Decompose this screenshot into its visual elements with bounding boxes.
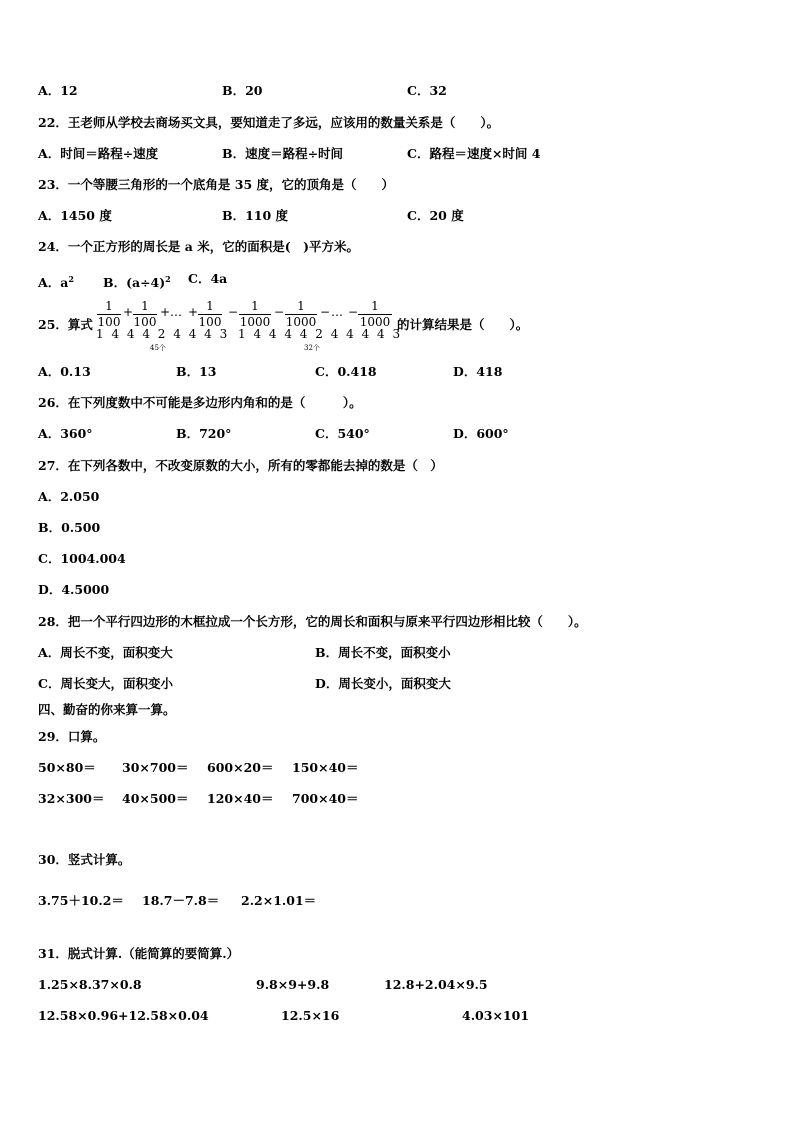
q24-option-a: A．$a^2$ bbox=[38, 274, 74, 290]
q21-option-b: B．20 bbox=[222, 83, 263, 98]
q22-option-b: B．速度＝路程÷时间 bbox=[222, 146, 344, 161]
q23-option-c: C．20 度 bbox=[407, 208, 464, 223]
q29-item: 30×700＝ bbox=[122, 760, 189, 775]
q25-minus-3: − bbox=[320, 305, 331, 319]
q25-plus-3: + bbox=[188, 305, 199, 319]
q27-option-d: D．4.5000 bbox=[38, 582, 110, 597]
q28-option-c: C．周长变大，面积变小 bbox=[38, 676, 173, 691]
q30-item: 18.7－7.8＝ bbox=[142, 893, 220, 908]
q22-option-a: A．时间＝路程÷速度 bbox=[38, 146, 159, 161]
q25-suffix: 的计算结果是（ ）。 bbox=[397, 317, 529, 332]
q21-option-c: C．32 bbox=[407, 83, 447, 98]
q25-minus-4: − bbox=[348, 305, 359, 319]
q26-option-b: B．720° bbox=[176, 426, 232, 441]
q31-item: 12.58×0.96+12.58×0.04 bbox=[38, 1008, 209, 1023]
q23-stem: 23．一个等腰三角形的一个底角是 35 度，它的顶角是（ ） bbox=[38, 177, 394, 192]
q29-stem: 29．口算。 bbox=[38, 729, 106, 744]
q25-fraction-4: 1 1000 bbox=[239, 299, 271, 329]
q25-fraction-5: 1 1000 bbox=[285, 299, 317, 329]
q25-count-1: 45个 bbox=[150, 344, 166, 352]
q28-stem: 28．把一个平行四边形的木框拉成一个长方形，它的周长和面积与原来平行四边形相比较（ ）。 bbox=[38, 614, 587, 629]
q29-item: 50×80＝ bbox=[38, 760, 96, 775]
q25-minus-1: − bbox=[228, 305, 239, 319]
q29-item: 32×300＝ bbox=[38, 791, 105, 806]
q29-item: 40×500＝ bbox=[122, 791, 189, 806]
q25-fraction-6: 1 1000 bbox=[359, 299, 391, 329]
q22-option-c: C．路程＝速度×时间 4 bbox=[407, 146, 541, 161]
q23-option-a: A．1450 度 bbox=[38, 208, 112, 223]
q25-ellipsis-2: … bbox=[331, 305, 343, 319]
q25-option-b: B．13 bbox=[176, 364, 217, 379]
q21-option-a: A．12 bbox=[38, 83, 78, 98]
q27-option-c: C．1004.004 bbox=[38, 551, 126, 566]
q24-option-b: B．$(a\div 4)^2$ bbox=[103, 274, 171, 290]
q29-item: 700×40＝ bbox=[292, 791, 359, 806]
q26-stem: 26．在下列度数中不可能是多边形内角和的是（ ）。 bbox=[38, 395, 362, 410]
q24-option-c: C．4a bbox=[188, 271, 228, 286]
q29-item: 120×40＝ bbox=[207, 791, 274, 806]
q26-option-c: C．540° bbox=[315, 426, 370, 441]
q23-option-b: B．110 度 bbox=[222, 208, 289, 223]
q31-item: 9.8×9+9.8 bbox=[256, 977, 330, 992]
q22-stem: 22．王老师从学校去商场买文具，要知道走了多远，应该用的数量关系是（ ）。 bbox=[38, 115, 500, 130]
q31-item: 1.25×8.37×0.8 bbox=[38, 977, 142, 992]
q25-fraction-3: 1 100 bbox=[198, 299, 222, 329]
q25-fraction-1: 1 100 bbox=[97, 299, 121, 329]
q29-item: 150×40＝ bbox=[292, 760, 359, 775]
q26-option-a: A．360° bbox=[38, 426, 93, 441]
q25-plus-2: + bbox=[160, 305, 171, 319]
q24-stem: 24．一个正方形的周长是 a 米，它的面积是( )平方米。 bbox=[38, 239, 360, 254]
q25-option-a: A．0.13 bbox=[38, 364, 91, 379]
section-4-heading: 四、勤奋的你来算一算。 bbox=[38, 702, 176, 717]
q28-option-a: A．周长不变，面积变大 bbox=[38, 645, 173, 660]
q27-option-b: B．0.500 bbox=[38, 520, 101, 535]
q25-fraction-2: 1 100 bbox=[133, 299, 157, 329]
q30-item: 2.2×1.01＝ bbox=[241, 893, 317, 908]
q30-stem: 30．竖式计算。 bbox=[38, 852, 131, 867]
q25-option-c: C．0.418 bbox=[315, 364, 377, 379]
q25-count-2: 32个 bbox=[304, 344, 320, 352]
q31-item: 12.5×16 bbox=[281, 1008, 340, 1023]
q25-label: 25．算式 bbox=[38, 317, 93, 332]
q31-item: 4.03×101 bbox=[462, 1008, 530, 1023]
q28-option-b: B．周长不变，面积变小 bbox=[315, 645, 451, 660]
q31-stem: 31．脱式计算.（能简算的要简算.） bbox=[38, 946, 240, 961]
q31-item: 12.8+2.04×9.5 bbox=[384, 977, 488, 992]
q25-ellipsis-1: … bbox=[170, 305, 182, 319]
q27-stem: 27．在下列各数中，不改变原数的大小，所有的零都能去掉的数是（ ） bbox=[38, 458, 443, 473]
q29-item: 600×20＝ bbox=[207, 760, 274, 775]
q30-item: 3.75＋10.2＝ bbox=[38, 893, 124, 908]
q25-option-d: D．418 bbox=[453, 364, 503, 379]
q28-option-d: D．周长变小，面积变大 bbox=[315, 676, 451, 691]
q25-minus-2: − bbox=[274, 305, 285, 319]
q27-option-a: A．2.050 bbox=[38, 489, 100, 504]
q25-underbrace-2: 1 4 4 4 4 2 4 4 4 4 3 bbox=[238, 327, 403, 341]
q25-plus-1: + bbox=[123, 305, 134, 319]
q26-option-d: D．600° bbox=[453, 426, 509, 441]
q25-underbrace-1: 1 4 4 4 2 4 4 4 3 bbox=[96, 327, 230, 341]
